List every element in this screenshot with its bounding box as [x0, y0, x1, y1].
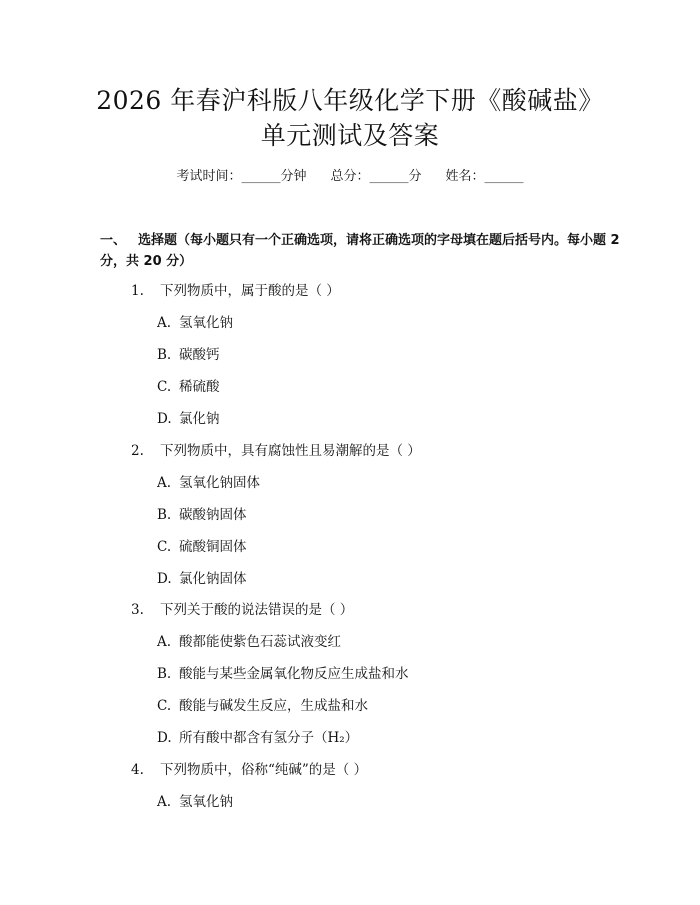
question-2-option-c: [157, 537, 247, 557]
option-letter: A.: [157, 315, 172, 331]
question-text: 下列物质中，具有腐蚀性且易潮解的是（ ）: [160, 443, 421, 459]
question-1-option-b: [157, 345, 220, 365]
option-letter: A.: [157, 634, 172, 650]
question-number: 4.: [131, 762, 144, 778]
exam-info-line: [0, 167, 700, 187]
section-heading: [100, 230, 620, 272]
section-heading-text: 选择题（每小题只有一个正确选项，请将正确选项的字母填在题后括号内。每小题 2 分，共 20 分）: [100, 233, 620, 269]
option-text: 氢氧化钠: [179, 794, 233, 810]
question-4-option-a: [157, 792, 233, 812]
option-letter: D.: [157, 411, 172, 427]
total-score-field: 总分：______分: [330, 169, 422, 184]
option-text: 所有酸中都含有氢分子（H₂）: [179, 730, 359, 746]
question-number: 3.: [131, 602, 144, 618]
question-3: [131, 600, 353, 620]
question-text: 下列物质中，俗称“纯碱”的是（ ）: [160, 762, 368, 778]
question-2-option-d: [157, 569, 247, 589]
option-text: 氯化钠固体: [179, 571, 247, 587]
question-3-option-c: [157, 696, 368, 716]
option-text: 碳酸钠固体: [179, 507, 247, 523]
section-number: 一、: [100, 233, 127, 248]
question-1: [131, 281, 340, 301]
question-1-option-c: [157, 377, 220, 397]
option-letter: C.: [157, 539, 172, 555]
question-number: 1.: [131, 283, 144, 299]
student-name-field: 姓名：______: [445, 169, 524, 184]
option-letter: B.: [157, 666, 172, 682]
option-text: 氢氧化钠: [179, 315, 233, 331]
question-2: [131, 441, 421, 461]
question-1-option-a: [157, 313, 233, 333]
question-number: 2.: [131, 443, 144, 459]
option-text: 酸都能使紫色石蕊试液变红: [179, 634, 341, 650]
question-2-option-a: [157, 473, 260, 493]
option-text: 氢氧化钠固体: [179, 475, 260, 491]
document-title-line-1: 2026 年春沪科版八年级化学下册《酸碱盐》: [96, 86, 604, 115]
question-2-option-b: [157, 505, 247, 525]
question-3-option-d: [157, 728, 358, 748]
exam-time-field: 考试时间：______分钟: [176, 169, 307, 184]
question-3-option-b: [157, 664, 409, 684]
document-title-line-2: 单元测试及答案: [260, 121, 440, 150]
option-letter: C.: [157, 379, 172, 395]
question-text: 下列关于酸的说法错误的是（ ）: [160, 602, 354, 618]
option-letter: C.: [157, 698, 172, 714]
question-text: 下列物质中，属于酸的是（ ）: [160, 283, 340, 299]
question-4: [131, 760, 367, 780]
option-letter: A.: [157, 475, 172, 491]
question-1-option-d: [157, 409, 220, 429]
option-letter: B.: [157, 507, 172, 523]
option-text: 酸能与某些金属氧化物反应生成盐和水: [179, 666, 409, 682]
option-letter: D.: [157, 730, 172, 746]
option-letter: B.: [157, 347, 172, 363]
option-text: 硫酸铜固体: [179, 539, 247, 555]
option-text: 稀硫酸: [179, 379, 220, 395]
question-3-option-a: [157, 632, 341, 652]
option-text: 氯化钠: [179, 411, 220, 427]
option-text: 碳酸钙: [179, 347, 220, 363]
option-letter: A.: [157, 794, 172, 810]
option-letter: D.: [157, 571, 172, 587]
option-text: 酸能与碱发生反应，生成盐和水: [179, 698, 368, 714]
